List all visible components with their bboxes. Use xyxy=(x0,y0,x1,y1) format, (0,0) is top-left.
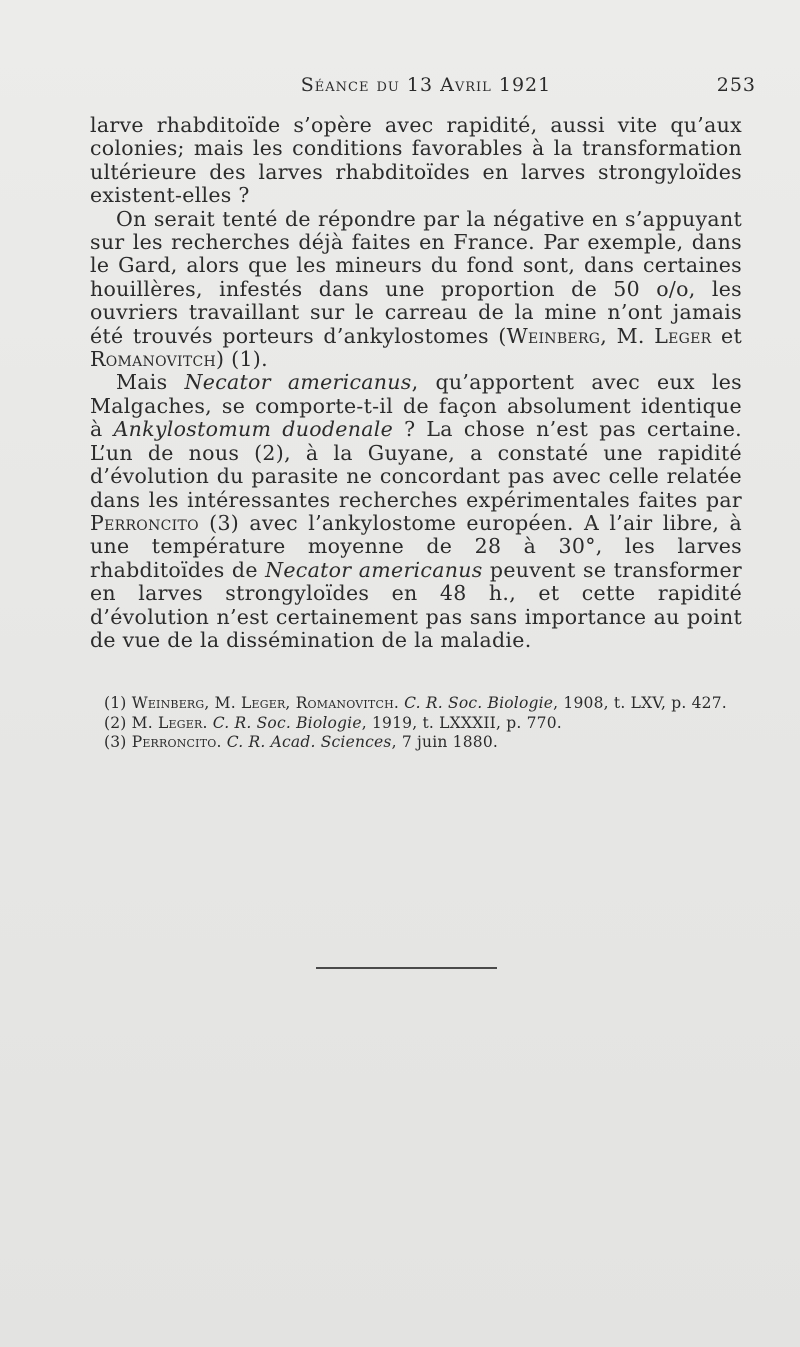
paragraph-3 xyxy=(90,371,742,652)
text-run: , xyxy=(285,694,296,712)
text-run: On serait tenté de répondre par la négative en s’appuyant sur les recherches déjà faites en France. Par exemple, dans le Gard, alors que les mineurs du fond sont, dans certaines houillères, infestés dans une proportion de 50 o/o, les ouvriers travaillant sur le carreau de la mine n’ont jamais été trouvés porteurs d’ankylostomes ( xyxy=(90,206,742,348)
text-run: (3) avec l’ankylostome européen. A l’air libre, à une température moyenne de 28 à 30°, les larves rhabditoïdes de xyxy=(90,510,742,582)
author-name: Perroncito xyxy=(90,510,199,535)
text-run: peuvent se transformer en larves strongyloïdes en 48 h., et cette rapidité d’évolution n’est certainement pas sans importance au point de vue de la dissémination de la maladie. xyxy=(90,557,742,652)
page-number: 253 xyxy=(716,74,756,96)
paragraph-1: larve rhabditoïde s’opère avec rapidité, aussi vite qu’aux colonies; mais les conditions favorables à la transformation ultérieure des larves rhabditoïdes en larves strongyloïdes existent-elles ? xyxy=(90,113,742,208)
footnote-number: (1) xyxy=(104,694,132,712)
author-name: Leger xyxy=(158,713,203,732)
text-run: et xyxy=(711,323,742,348)
author-name: Weinberg xyxy=(506,323,601,348)
author-name: Weinberg xyxy=(131,694,205,712)
journal-title: C. R. Acad. Sciences xyxy=(226,733,392,752)
species-name: Necator americanus xyxy=(265,557,483,582)
species-name: Ankylostomum duodenale xyxy=(113,417,394,442)
footnotes xyxy=(104,694,746,753)
text-run: . xyxy=(216,733,227,752)
journal-title: C. R. Soc. Biologie xyxy=(212,713,362,732)
text-run: , M. xyxy=(600,323,655,348)
text-run: , 1919, t. LXXXII, p. 770. xyxy=(361,713,562,732)
text-run: , 7 juin 1880. xyxy=(391,733,499,752)
species-name: Necator americanus xyxy=(184,370,412,395)
page-header xyxy=(90,74,762,104)
text-run: Mais xyxy=(116,370,185,395)
text-run: ? La chose n’est pas certaine. L’un de nous (2), à la Guyane, a constaté une rapidité d’évolution du parasite ne concordant pas avec celle relatée dans les intéressantes recherches expérimentales faites par xyxy=(90,417,742,512)
author-name: Perroncito xyxy=(131,733,217,752)
running-head: Séance du 13 Avril 1921 xyxy=(300,74,552,96)
author-name: Romanovitch xyxy=(295,694,394,712)
footnote-2 xyxy=(104,714,746,734)
author-name: Romanovitch xyxy=(90,347,217,372)
body-text xyxy=(90,114,742,652)
journal-title: C. R. Soc. Biologie xyxy=(404,694,554,712)
footnote-1 xyxy=(104,694,746,714)
text-run: ) (1). xyxy=(216,347,268,372)
footnote-number: (3) xyxy=(104,733,132,752)
footnote-number: (2) M. xyxy=(104,713,159,732)
text-run: , 1908, t. LXV, p. 427. xyxy=(553,694,727,712)
text-run: , qu’apportent avec eux les Malgaches, se comporte-t-il de façon absolument identique à xyxy=(90,370,742,442)
author-name: Leger xyxy=(654,323,712,348)
closing-rule xyxy=(316,967,497,969)
text-run: . xyxy=(393,694,405,712)
footnote-3 xyxy=(104,733,746,753)
author-name: Leger xyxy=(241,694,286,712)
text-run: . xyxy=(202,713,213,732)
paragraph-2 xyxy=(90,208,742,372)
text-run: , M. xyxy=(204,694,241,712)
